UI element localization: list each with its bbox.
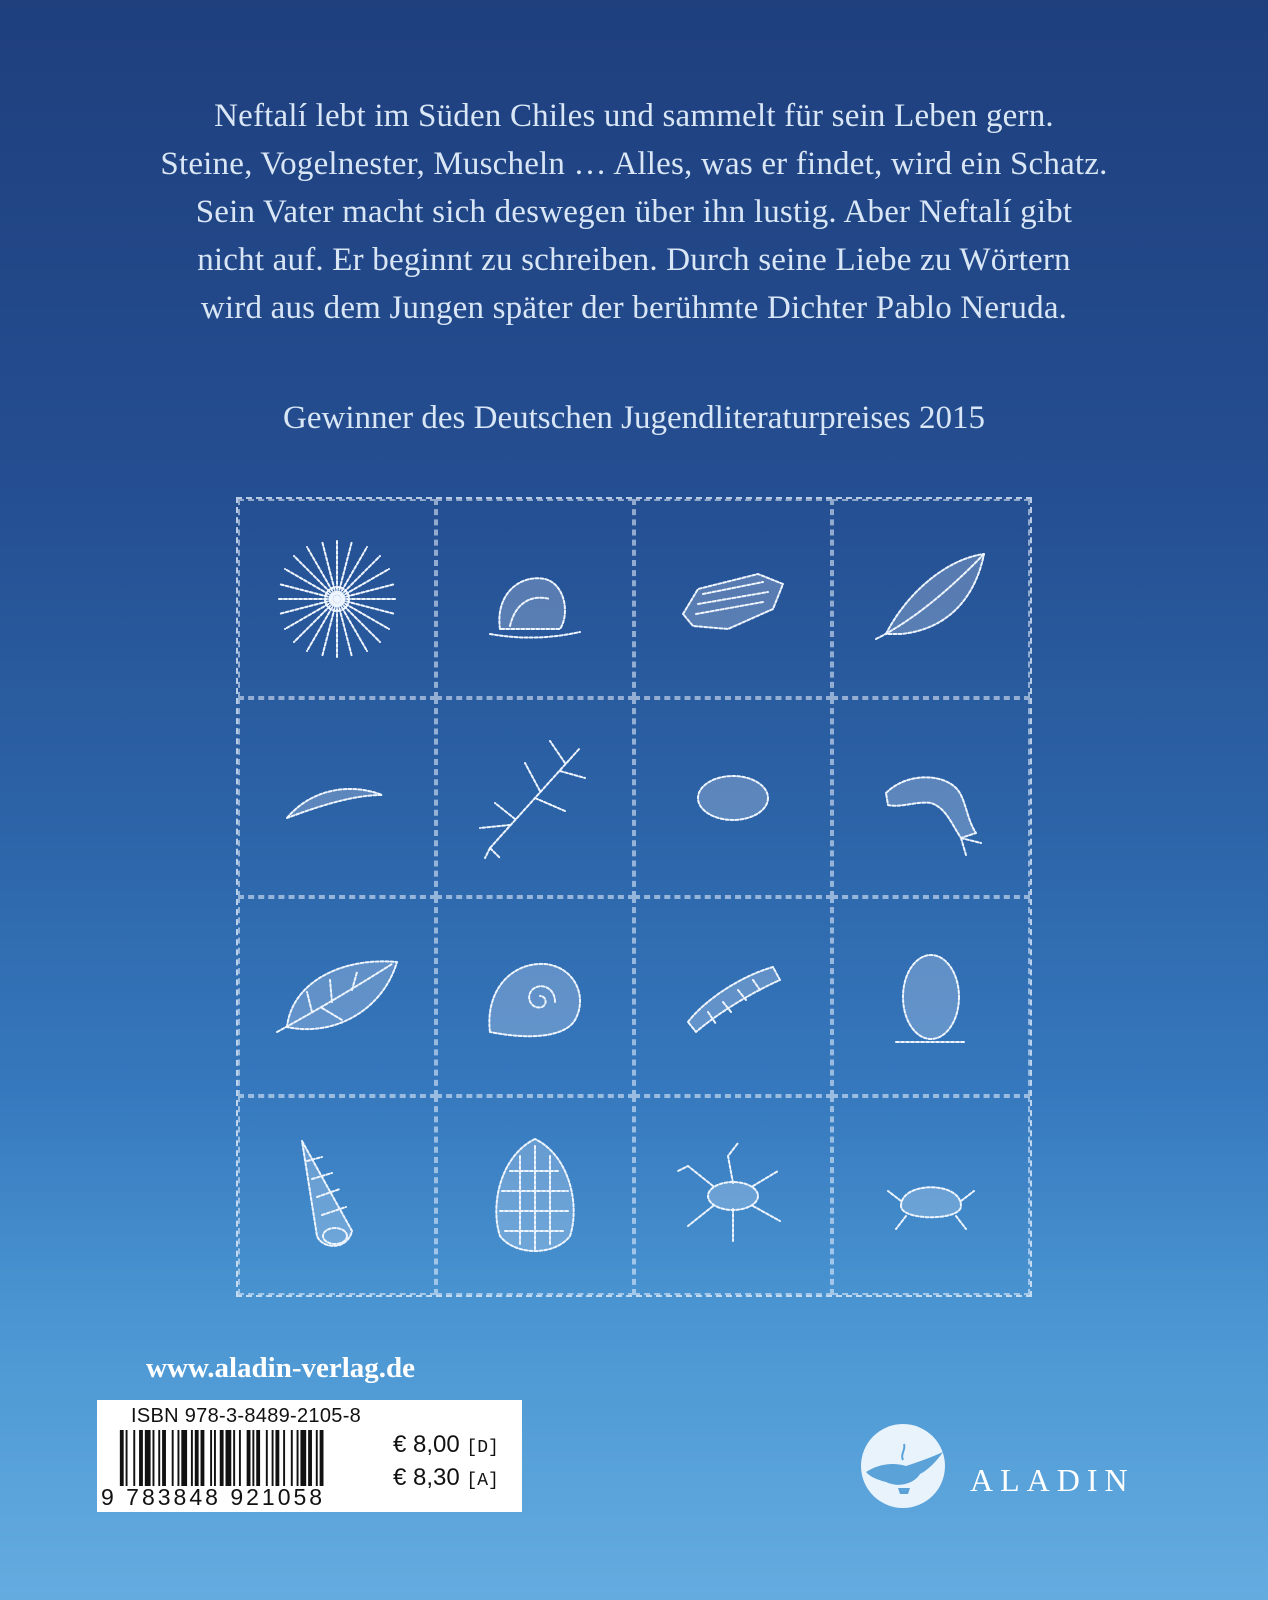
pine-cone-icon: [470, 1131, 600, 1261]
grid-cell: [634, 499, 832, 698]
blurb-text: [60, 92, 1208, 332]
isbn-label: ISBN 978-3-8489-2105-8: [131, 1405, 362, 1427]
grid-cell: [238, 698, 436, 897]
price-austria: [393, 1463, 499, 1496]
barcode-bar: [272, 1430, 274, 1486]
barcode-bar: [126, 1430, 128, 1486]
barcode-bar: [320, 1430, 324, 1486]
egg-icon: [866, 932, 996, 1062]
barcode-bar: [120, 1430, 124, 1486]
grid-cell: [634, 897, 832, 1096]
cone-shell-icon: [272, 1131, 402, 1261]
grid-cell: [238, 499, 436, 698]
grid-cell: [634, 698, 832, 897]
barcode-bar: [220, 1430, 224, 1486]
larva-icon: [668, 932, 798, 1062]
crab-icon: [866, 1131, 996, 1261]
barcode-digits: 9 783848 921058: [101, 1484, 326, 1510]
grid-cell: [238, 897, 436, 1096]
barcode-bar: [195, 1430, 199, 1486]
aladin-lamp-logo-icon: [848, 1422, 958, 1510]
barcode-bar: [201, 1430, 205, 1486]
barcode-bar: [226, 1430, 232, 1486]
barcode-bar: [210, 1430, 212, 1486]
barcode-bar: [214, 1430, 216, 1486]
grid-cell: [832, 499, 1030, 698]
grid-cell: [238, 1096, 436, 1295]
barcode-bar: [172, 1430, 174, 1486]
barcode-bar: [297, 1430, 299, 1486]
pebble-icon: [668, 733, 798, 863]
barcode-bar: [316, 1430, 318, 1486]
claw-icon: [272, 733, 402, 863]
barcode-bar: [239, 1430, 241, 1486]
illustration-grid: [236, 497, 1032, 1297]
price-region: [A]: [466, 1471, 499, 1491]
grid-cell: [436, 698, 634, 897]
blurb-line: Steine, Vogelnester, Muscheln … Alles, was er findet, wird ein Schatz.: [160, 146, 1108, 182]
price-germany: [393, 1430, 499, 1463]
barcode-bar: [300, 1430, 306, 1486]
barcode-bar: [308, 1430, 312, 1486]
price-list: [389, 1430, 499, 1496]
barcode-bar: [233, 1430, 235, 1486]
barcode-bar: [177, 1430, 179, 1486]
blurb-line: Neftalí lebt im Süden Chiles und sammelt für sein Leben gern.: [214, 98, 1054, 134]
grid-cell: [436, 499, 634, 698]
barcode-bar: [275, 1430, 279, 1486]
stone-icon: [668, 534, 798, 664]
barcode-bar: [252, 1430, 254, 1486]
barcode-bar: [181, 1430, 187, 1486]
barcode-bar: [162, 1430, 166, 1486]
award-text: Gewinner des Deutschen Jugendliteraturpreises 2015: [283, 400, 985, 436]
barcode-bar: [283, 1430, 285, 1486]
website-link[interactable]: www.aladin-verlag.de: [146, 1352, 416, 1384]
snail-shell-icon: [470, 932, 600, 1062]
barcode-bar: [153, 1430, 155, 1486]
grid-cell: [832, 698, 1030, 897]
barcode-bar: [145, 1430, 151, 1486]
isbn-barcode-box: [97, 1400, 522, 1512]
grid-cell: [436, 897, 634, 1096]
barcode-bar: [139, 1430, 143, 1486]
grid-cell: [832, 1096, 1030, 1295]
blurb-line: wird aus dem Jungen später der berühmte Dichter Pablo Neruda.: [200, 290, 1068, 326]
barcode-bar: [291, 1430, 293, 1486]
shrimp-icon: [866, 733, 996, 863]
feather-icon: [866, 534, 996, 664]
price-region: [D]: [466, 1438, 499, 1458]
barcode-bar: [191, 1430, 193, 1486]
beetle-icon: [668, 1131, 798, 1261]
grid-cell: [436, 1096, 634, 1295]
grid-cell: [832, 897, 1030, 1096]
barcode-bar: [266, 1430, 268, 1486]
barcode-bar: [158, 1430, 160, 1486]
shell-icon: [470, 534, 600, 664]
price-amount: € 8,00: [393, 1431, 460, 1458]
barcode-bar: [256, 1430, 260, 1486]
stick-insect-icon: [470, 733, 600, 863]
grid-cell: [634, 1096, 832, 1295]
barcode-bar: [247, 1430, 251, 1486]
barcode-bar: [133, 1430, 135, 1486]
publisher-name: ALADIN: [970, 1462, 1135, 1498]
leaf-icon: [272, 932, 402, 1062]
blurb-line: nicht auf. Er beginnt zu schreiben. Durch seine Liebe zu Wörtern: [197, 242, 1071, 278]
blurb-line: Sein Vater macht sich deswegen über ihn lustig. Aber Neftalí gibt: [195, 194, 1073, 230]
sea-urchin-icon: [272, 534, 402, 664]
price-amount: € 8,30: [393, 1464, 460, 1491]
